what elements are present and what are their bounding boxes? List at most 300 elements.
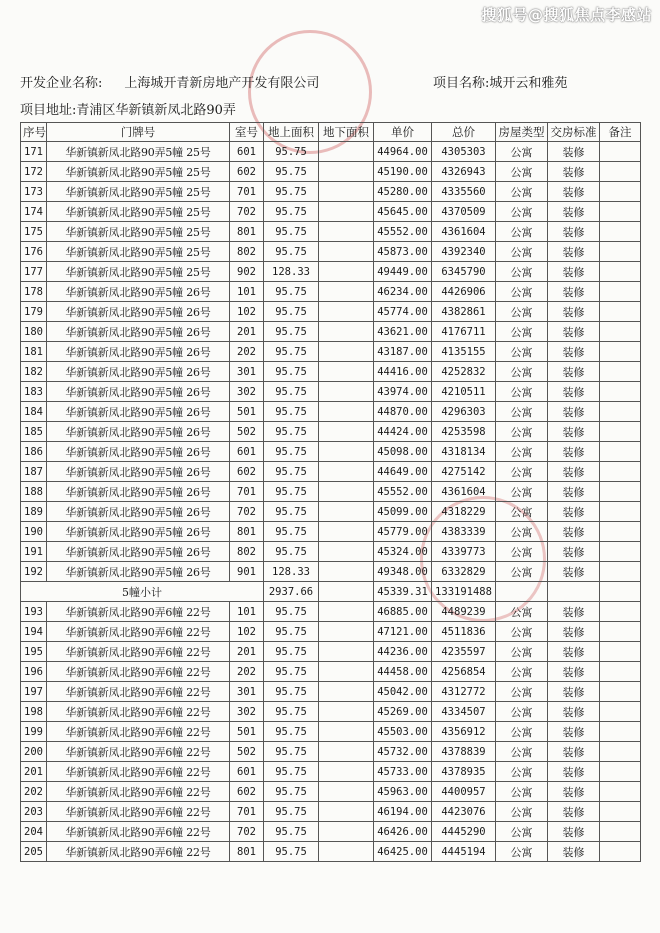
house-address: 华新镇新凤北路90弄6幢 22号 — [47, 842, 230, 862]
address-value: 青浦区华新镇新凤北路90弄 — [76, 103, 236, 118]
table-row — [21, 622, 641, 642]
room-number: 701 — [230, 182, 264, 202]
table-row — [21, 662, 641, 682]
remarks — [600, 522, 641, 542]
above-ground-area: 95.75 — [264, 202, 319, 222]
watermark: 搜狐号@搜狐焦点李感站 — [481, 6, 652, 24]
table-row — [21, 442, 641, 462]
remarks — [600, 302, 641, 322]
room-number: 702 — [230, 822, 264, 842]
column-header: 室号 — [230, 123, 264, 142]
below-ground-area — [319, 402, 374, 422]
total-price: 4275142 — [432, 462, 496, 482]
delivery-standard: 装修 — [548, 422, 600, 442]
house-type: 公寓 — [496, 802, 548, 822]
delivery-standard: 装修 — [548, 142, 600, 162]
remarks — [600, 822, 641, 842]
total-price: 4382861 — [432, 302, 496, 322]
house-address: 华新镇新凤北路90弄5幢 25号 — [47, 202, 230, 222]
above-ground-area: 95.75 — [264, 222, 319, 242]
table-row — [21, 142, 641, 162]
table-header-row — [21, 123, 641, 142]
above-ground-area: 95.75 — [264, 842, 319, 862]
unit-price: 46885.00 — [374, 602, 432, 622]
total-price: 4210511 — [432, 382, 496, 402]
total-price: 6332829 — [432, 562, 496, 582]
unit-price: 44458.00 — [374, 662, 432, 682]
unit-price: 45963.00 — [374, 782, 432, 802]
house-type: 公寓 — [496, 322, 548, 342]
delivery-standard: 装修 — [548, 722, 600, 742]
table-row — [21, 642, 641, 662]
total-price: 4256854 — [432, 662, 496, 682]
house-type: 公寓 — [496, 342, 548, 362]
total-price: 4392340 — [432, 242, 496, 262]
house-address: 华新镇新凤北路90弄6幢 22号 — [47, 622, 230, 642]
remarks — [600, 362, 641, 382]
delivery-standard: 装修 — [548, 342, 600, 362]
unit-price: 45099.00 — [374, 502, 432, 522]
delivery-standard: 装修 — [548, 682, 600, 702]
above-ground-area: 95.75 — [264, 762, 319, 782]
total-price: 4252832 — [432, 362, 496, 382]
remarks — [600, 402, 641, 422]
column-header: 备注 — [600, 123, 641, 142]
below-ground-area — [319, 322, 374, 342]
table-row — [21, 482, 641, 502]
table-row — [21, 742, 641, 762]
above-ground-area: 95.75 — [264, 642, 319, 662]
room-number: 601 — [230, 142, 264, 162]
delivery-standard: 装修 — [548, 742, 600, 762]
delivery-standard: 装修 — [548, 602, 600, 622]
unit-price: 45552.00 — [374, 482, 432, 502]
delivery-standard: 装修 — [548, 502, 600, 522]
remarks — [600, 662, 641, 682]
table-row — [21, 282, 641, 302]
unit-price: 44870.00 — [374, 402, 432, 422]
table-row — [21, 562, 641, 582]
above-ground-area: 95.75 — [264, 442, 319, 462]
row-number: 181 — [21, 342, 47, 362]
column-header: 地下面积 — [319, 123, 374, 142]
table-row — [21, 682, 641, 702]
row-number: 188 — [21, 482, 47, 502]
column-header: 总价 — [432, 123, 496, 142]
column-header: 序号 — [21, 123, 47, 142]
delivery-standard: 装修 — [548, 242, 600, 262]
above-ground-area: 128.33 — [264, 562, 319, 582]
house-type: 公寓 — [496, 422, 548, 442]
delivery-standard: 装修 — [548, 382, 600, 402]
below-ground-area — [319, 502, 374, 522]
subtotal-avg-price: 45339.31 — [374, 582, 432, 602]
room-number: 501 — [230, 402, 264, 422]
room-number: 102 — [230, 622, 264, 642]
delivery-standard: 装修 — [548, 622, 600, 642]
table-row — [21, 522, 641, 542]
below-ground-area — [319, 582, 374, 602]
above-ground-area: 95.75 — [264, 602, 319, 622]
table-row — [21, 702, 641, 722]
total-price: 4356912 — [432, 722, 496, 742]
delivery-standard: 装修 — [548, 482, 600, 502]
house-type: 公寓 — [496, 222, 548, 242]
house-address: 华新镇新凤北路90弄5幢 26号 — [47, 282, 230, 302]
house-address: 华新镇新凤北路90弄6幢 22号 — [47, 782, 230, 802]
table-row — [21, 422, 641, 442]
row-number: 180 — [21, 322, 47, 342]
unit-price: 44424.00 — [374, 422, 432, 442]
house-address: 华新镇新凤北路90弄6幢 22号 — [47, 802, 230, 822]
total-price: 4378839 — [432, 742, 496, 762]
house-address: 华新镇新凤北路90弄6幢 22号 — [47, 662, 230, 682]
room-number: 601 — [230, 762, 264, 782]
house-address: 华新镇新凤北路90弄5幢 26号 — [47, 382, 230, 402]
table-row — [21, 762, 641, 782]
remarks — [600, 162, 641, 182]
above-ground-area: 95.75 — [264, 722, 319, 742]
row-number: 173 — [21, 182, 47, 202]
house-address: 华新镇新凤北路90弄6幢 22号 — [47, 682, 230, 702]
delivery-standard: 装修 — [548, 402, 600, 422]
room-number: 101 — [230, 602, 264, 622]
remarks — [600, 262, 641, 282]
below-ground-area — [319, 742, 374, 762]
house-type: 公寓 — [496, 822, 548, 842]
delivery-standard: 装修 — [548, 362, 600, 382]
house-type: 公寓 — [496, 402, 548, 422]
total-price: 4235597 — [432, 642, 496, 662]
room-number: 102 — [230, 302, 264, 322]
row-number: 176 — [21, 242, 47, 262]
remarks — [600, 422, 641, 442]
row-number: 182 — [21, 362, 47, 382]
developer-line — [20, 72, 319, 91]
table-row — [21, 242, 641, 262]
delivery-standard: 装修 — [548, 162, 600, 182]
delivery-standard: 装修 — [548, 302, 600, 322]
subtotal-total: 133191488 — [432, 582, 496, 602]
table-row — [21, 382, 641, 402]
total-price: 4426906 — [432, 282, 496, 302]
row-number: 198 — [21, 702, 47, 722]
house-address: 华新镇新凤北路90弄5幢 26号 — [47, 362, 230, 382]
above-ground-area: 95.75 — [264, 682, 319, 702]
unit-price: 44964.00 — [374, 142, 432, 162]
house-address: 华新镇新凤北路90弄5幢 25号 — [47, 262, 230, 282]
remarks — [600, 602, 641, 622]
below-ground-area — [319, 722, 374, 742]
address-line — [20, 99, 236, 118]
house-type: 公寓 — [496, 722, 548, 742]
above-ground-area: 95.75 — [264, 622, 319, 642]
unit-price: 43187.00 — [374, 342, 432, 362]
house-address: 华新镇新凤北路90弄5幢 26号 — [47, 562, 230, 582]
table-row — [21, 802, 641, 822]
house-type: 公寓 — [496, 642, 548, 662]
row-number: 204 — [21, 822, 47, 842]
unit-price: 45503.00 — [374, 722, 432, 742]
room-number: 702 — [230, 502, 264, 522]
room-number: 901 — [230, 562, 264, 582]
below-ground-area — [319, 642, 374, 662]
remarks — [600, 782, 641, 802]
unit-price: 49449.00 — [374, 262, 432, 282]
house-address: 华新镇新凤北路90弄5幢 25号 — [47, 162, 230, 182]
remarks — [600, 462, 641, 482]
address-label: 项目地址: — [20, 103, 77, 118]
total-price: 4318229 — [432, 502, 496, 522]
above-ground-area: 95.75 — [264, 522, 319, 542]
remarks — [600, 142, 641, 162]
total-price: 4361604 — [432, 222, 496, 242]
house-type: 公寓 — [496, 522, 548, 542]
remarks — [600, 502, 641, 522]
above-ground-area: 95.75 — [264, 282, 319, 302]
room-number: 701 — [230, 802, 264, 822]
table-row — [21, 182, 641, 202]
above-ground-area: 95.75 — [264, 242, 319, 262]
table-row — [21, 502, 641, 522]
unit-price: 45269.00 — [374, 702, 432, 722]
total-price: 4511836 — [432, 622, 496, 642]
house-type: 公寓 — [496, 562, 548, 582]
house-type: 公寓 — [496, 462, 548, 482]
total-price: 4305303 — [432, 142, 496, 162]
row-number: 205 — [21, 842, 47, 862]
table-row — [21, 822, 641, 842]
row-number: 177 — [21, 262, 47, 282]
unit-price: 43974.00 — [374, 382, 432, 402]
house-type: 公寓 — [496, 282, 548, 302]
delivery-standard: 装修 — [548, 182, 600, 202]
below-ground-area — [319, 602, 374, 622]
delivery-standard: 装修 — [548, 662, 600, 682]
below-ground-area — [319, 182, 374, 202]
table-body — [21, 142, 641, 862]
row-number: 183 — [21, 382, 47, 402]
room-number: 801 — [230, 842, 264, 862]
house-type: 公寓 — [496, 542, 548, 562]
row-number: 185 — [21, 422, 47, 442]
room-number: 602 — [230, 462, 264, 482]
delivery-standard: 装修 — [548, 202, 600, 222]
below-ground-area — [319, 522, 374, 542]
above-ground-area: 95.75 — [264, 402, 319, 422]
house-address: 华新镇新凤北路90弄5幢 26号 — [47, 402, 230, 422]
unit-price: 45042.00 — [374, 682, 432, 702]
below-ground-area — [319, 282, 374, 302]
house-address: 华新镇新凤北路90弄5幢 26号 — [47, 522, 230, 542]
row-number: 202 — [21, 782, 47, 802]
below-ground-area — [319, 302, 374, 322]
room-number: 502 — [230, 422, 264, 442]
below-ground-area — [319, 202, 374, 222]
total-price: 4312772 — [432, 682, 496, 702]
remarks — [600, 282, 641, 302]
room-number: 602 — [230, 162, 264, 182]
below-ground-area — [319, 382, 374, 402]
below-ground-area — [319, 362, 374, 382]
above-ground-area: 95.75 — [264, 302, 319, 322]
unit-price: 45552.00 — [374, 222, 432, 242]
house-type: 公寓 — [496, 242, 548, 262]
table-row — [21, 542, 641, 562]
column-header: 交房标准 — [548, 123, 600, 142]
delivery-standard: 装修 — [548, 522, 600, 542]
above-ground-area: 95.75 — [264, 362, 319, 382]
house-type: 公寓 — [496, 662, 548, 682]
remarks — [600, 642, 641, 662]
house-type: 公寓 — [496, 682, 548, 702]
column-header: 地上面积 — [264, 123, 319, 142]
remarks — [600, 802, 641, 822]
remarks — [600, 202, 641, 222]
total-price: 4423076 — [432, 802, 496, 822]
below-ground-area — [319, 222, 374, 242]
room-number: 301 — [230, 682, 264, 702]
room-number: 801 — [230, 222, 264, 242]
above-ground-area: 95.75 — [264, 782, 319, 802]
table-row — [21, 262, 641, 282]
project-value: 城开云和雅苑 — [489, 76, 568, 91]
house-type: 公寓 — [496, 482, 548, 502]
remarks — [600, 342, 641, 362]
delivery-standard: 装修 — [548, 802, 600, 822]
column-header: 房屋类型 — [496, 123, 548, 142]
row-number: 189 — [21, 502, 47, 522]
unit-price: 49348.00 — [374, 562, 432, 582]
total-price: 4339773 — [432, 542, 496, 562]
house-address: 华新镇新凤北路90弄6幢 22号 — [47, 702, 230, 722]
house-address: 华新镇新凤北路90弄5幢 25号 — [47, 222, 230, 242]
row-number: 191 — [21, 542, 47, 562]
house-address: 华新镇新凤北路90弄6幢 22号 — [47, 602, 230, 622]
delivery-standard: 装修 — [548, 222, 600, 242]
total-price: 4489239 — [432, 602, 496, 622]
above-ground-area: 95.75 — [264, 502, 319, 522]
remarks — [600, 722, 641, 742]
delivery-standard: 装修 — [548, 282, 600, 302]
house-address: 华新镇新凤北路90弄5幢 26号 — [47, 442, 230, 462]
subtotal-area: 2937.66 — [264, 582, 319, 602]
house-type: 公寓 — [496, 842, 548, 862]
house-type — [496, 582, 548, 602]
remarks — [600, 622, 641, 642]
remarks — [600, 562, 641, 582]
above-ground-area: 95.75 — [264, 802, 319, 822]
house-address: 华新镇新凤北路90弄5幢 26号 — [47, 462, 230, 482]
row-number: 196 — [21, 662, 47, 682]
room-number: 802 — [230, 542, 264, 562]
table-row — [21, 202, 641, 222]
unit-price: 44649.00 — [374, 462, 432, 482]
row-number: 203 — [21, 802, 47, 822]
row-number: 172 — [21, 162, 47, 182]
table-row — [21, 602, 641, 622]
below-ground-area — [319, 262, 374, 282]
delivery-standard: 装修 — [548, 642, 600, 662]
above-ground-area: 95.75 — [264, 382, 319, 402]
remarks — [600, 842, 641, 862]
room-number: 801 — [230, 522, 264, 542]
table-row — [21, 462, 641, 482]
remarks — [600, 442, 641, 462]
row-number: 184 — [21, 402, 47, 422]
below-ground-area — [319, 422, 374, 442]
total-price: 4135155 — [432, 342, 496, 362]
delivery-standard: 装修 — [548, 822, 600, 842]
row-number: 179 — [21, 302, 47, 322]
room-number: 602 — [230, 782, 264, 802]
unit-price: 46194.00 — [374, 802, 432, 822]
remarks — [600, 222, 641, 242]
house-address: 华新镇新凤北路90弄5幢 25号 — [47, 182, 230, 202]
below-ground-area — [319, 802, 374, 822]
below-ground-area — [319, 242, 374, 262]
unit-price: 45280.00 — [374, 182, 432, 202]
table-row — [21, 402, 641, 422]
room-number: 202 — [230, 662, 264, 682]
above-ground-area: 128.33 — [264, 262, 319, 282]
unit-price: 44236.00 — [374, 642, 432, 662]
row-number: 171 — [21, 142, 47, 162]
remarks — [600, 762, 641, 782]
remarks — [600, 322, 641, 342]
room-number: 902 — [230, 262, 264, 282]
total-price: 6345790 — [432, 262, 496, 282]
subtotal-row — [21, 582, 641, 602]
remarks — [600, 482, 641, 502]
remarks — [600, 242, 641, 262]
column-header: 单价 — [374, 123, 432, 142]
house-type: 公寓 — [496, 202, 548, 222]
unit-price: 46426.00 — [374, 822, 432, 842]
room-number: 802 — [230, 242, 264, 262]
row-number: 192 — [21, 562, 47, 582]
above-ground-area: 95.75 — [264, 702, 319, 722]
remarks — [600, 682, 641, 702]
room-number: 302 — [230, 702, 264, 722]
below-ground-area — [319, 342, 374, 362]
below-ground-area — [319, 822, 374, 842]
below-ground-area — [319, 542, 374, 562]
house-type: 公寓 — [496, 382, 548, 402]
house-address: 华新镇新凤北路90弄5幢 26号 — [47, 342, 230, 362]
developer-value: 上海城开青新房地产开发有限公司 — [124, 76, 320, 91]
table-row — [21, 842, 641, 862]
unit-price: 45873.00 — [374, 242, 432, 262]
table-row — [21, 322, 641, 342]
unit-price: 46234.00 — [374, 282, 432, 302]
remarks — [600, 702, 641, 722]
developer-label: 开发企业名称: — [20, 76, 103, 91]
house-type: 公寓 — [496, 162, 548, 182]
table-row — [21, 782, 641, 802]
above-ground-area: 95.75 — [264, 322, 319, 342]
house-address: 华新镇新凤北路90弄6幢 22号 — [47, 762, 230, 782]
house-address: 华新镇新凤北路90弄6幢 22号 — [47, 742, 230, 762]
unit-price: 45774.00 — [374, 302, 432, 322]
unit-price: 45098.00 — [374, 442, 432, 462]
delivery-standard: 装修 — [548, 702, 600, 722]
table-row — [21, 362, 641, 382]
delivery-standard: 装修 — [548, 462, 600, 482]
above-ground-area: 95.75 — [264, 182, 319, 202]
below-ground-area — [319, 462, 374, 482]
house-type: 公寓 — [496, 782, 548, 802]
